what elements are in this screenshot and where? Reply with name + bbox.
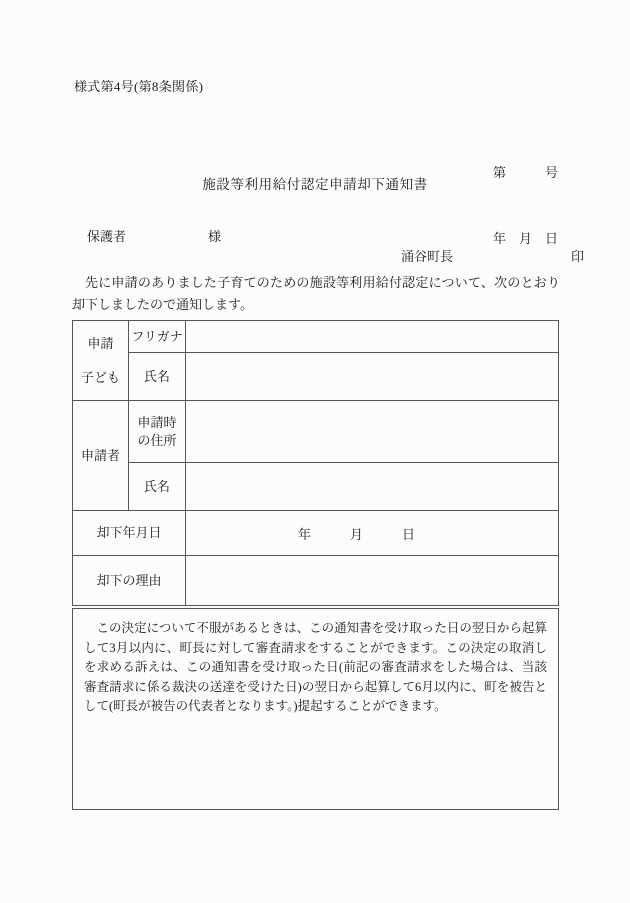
table-row	[73, 511, 559, 556]
rejection-date-label: 却下年月日	[73, 511, 186, 556]
document-date: 年 月 日	[492, 231, 558, 246]
furigana-value[interactable]	[186, 321, 559, 353]
appeal-notice-text: この決定について不服があるときは、この通知書を受け取った日の翌日から起算して3月以内に、町長に対して審査請求をすることができます。この決定の取消しを求める訴えは、この通知書を受け取った日(前記の審査請求をした場合は、当該審査請求に係る裁決の送達を受けた日)の翌日から起算して6月以内に、町を被告として(町長が被告の代表者となります。)提起することができます。	[84, 621, 547, 713]
child-group-label	[73, 321, 129, 401]
document-number: 第 号	[492, 165, 558, 180]
applicant-name-value[interactable]	[186, 463, 559, 511]
seal-mark: 印	[571, 249, 585, 264]
rejection-reason-value[interactable]	[186, 556, 559, 606]
table-row	[73, 463, 559, 511]
form-code: 様式第4号(第8条関係)	[74, 79, 204, 94]
page-title: 施設等利用給付認定申請却下通知書	[202, 177, 428, 192]
recipient-label: 保護者	[87, 229, 127, 244]
child-name-label: 氏名	[129, 353, 186, 401]
lead-paragraph: 先に申請のありました子育てのための施設等利用給付認定について、次のとおり却下しましたので通知します。	[72, 275, 560, 312]
applicant-group-label: 申請者	[73, 401, 129, 511]
rejection-date-placeholder: 年 月 日	[298, 526, 416, 542]
appeal-notice-box	[72, 608, 559, 810]
furigana-label: フリガナ	[129, 321, 186, 353]
applicant-address-value[interactable]	[186, 401, 559, 463]
issuer-name: 涌谷町長	[401, 249, 454, 264]
notification-table	[72, 320, 559, 606]
table-row	[73, 556, 559, 606]
rejection-date-value[interactable]	[186, 511, 559, 556]
recipient-line	[74, 210, 221, 261]
table-row	[73, 321, 559, 353]
table-row	[73, 353, 559, 401]
rejection-reason-label: 却下の理由	[73, 556, 186, 606]
table-row	[73, 401, 559, 463]
applicant-name-label: 氏名	[129, 463, 186, 511]
applicant-address-label	[129, 401, 186, 463]
child-name-value[interactable]	[186, 353, 559, 401]
child-group-label-line1: 申請	[87, 335, 114, 351]
recipient-honorific: 様	[208, 229, 222, 244]
child-group-label-line2: 子ども	[80, 369, 120, 385]
applicant-address-label-line2: の住所	[137, 432, 177, 448]
applicant-address-label-line1: 申請時	[137, 414, 177, 430]
